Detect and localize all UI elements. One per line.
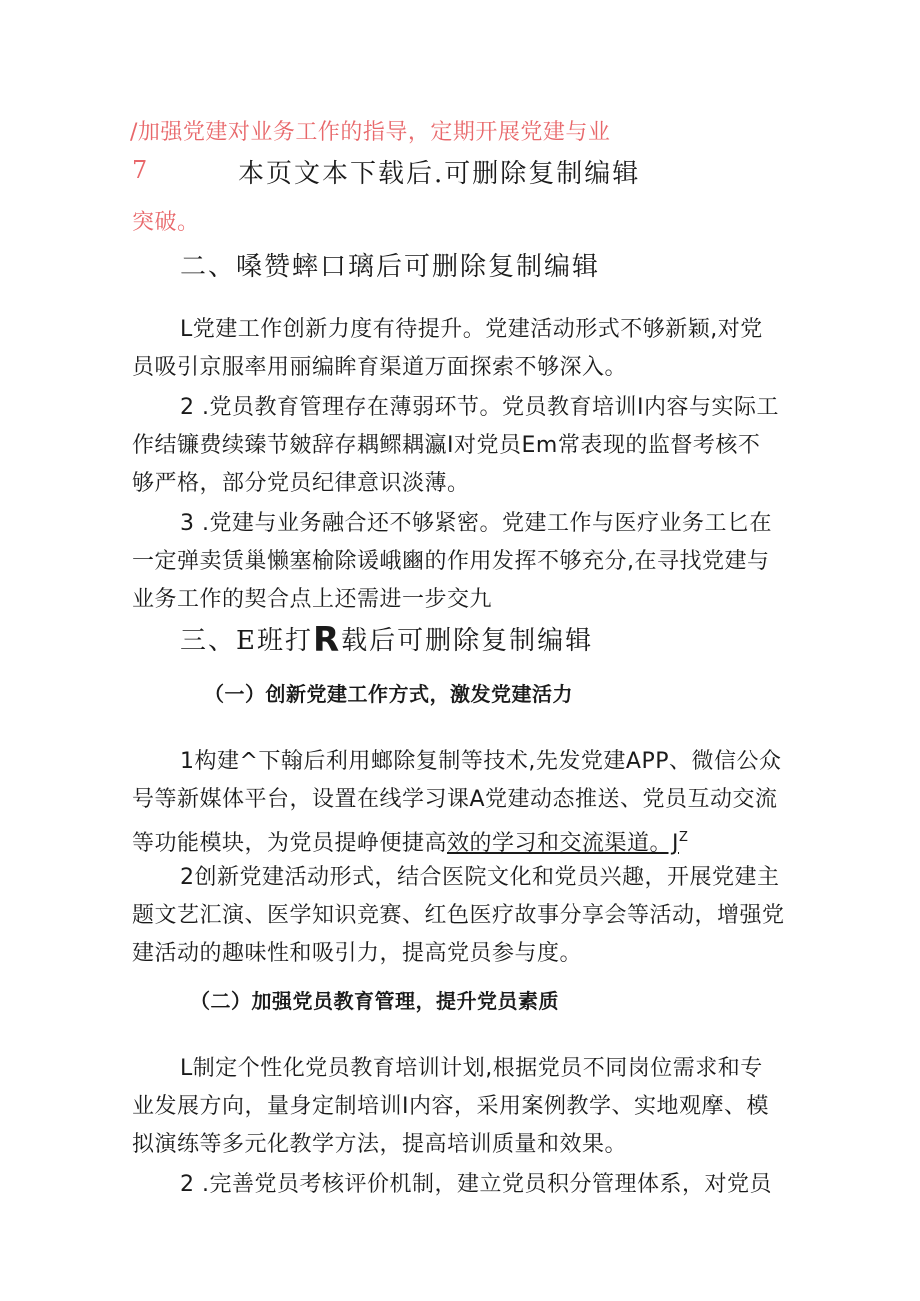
- paragraph-line: 拟演练等多元化教学方法，提高培训质量和效果。: [132, 1132, 628, 1157]
- section-heading-3: 三、E班打R载后可删除复制编辑: [180, 620, 594, 660]
- red-page-number: 7: [132, 156, 148, 184]
- subheading-2: （二）加强党员教育管理，提升党员素质: [190, 989, 559, 1013]
- paragraph-line: 业务工作的契合点上还需进一步交九: [132, 587, 493, 612]
- paragraph-line: 2创新党建活动形式，结合医院文化和党员兴趣，开展党建主: [180, 865, 780, 890]
- paragraph-line: 一定弹卖赁巢懒塞榆除谖峨豳的作用发挥不够充分,在寻找党建与: [132, 549, 770, 574]
- paragraph-line: 等功能模块，为党员提峥便捷高效的学习和交流渠道。$J^Z$: [132, 830, 689, 856]
- paragraph-line: 员吸引京服率用丽编眸育渠道万面探索不够深入。: [132, 355, 628, 380]
- paragraph-line: 2 .党员教育管理存在薄弱环节。党员教育培训I内容与实际工: [180, 395, 779, 420]
- subheading-1: （一）创新党建工作方式，激发党建活力: [204, 682, 573, 706]
- paragraph-line: 题文艺汇演、医学知识竞赛、红色医疗故事分享会等活动，增强党: [132, 903, 785, 928]
- red-header-line: /加强党建对业务工作的指导，定期开展党建与业: [130, 120, 611, 145]
- paragraph-line: L制定个性化党员教育培训计划,根据党员不同岗位需求和专: [180, 1056, 763, 1081]
- paragraph-line: L党建工作创新力度有待提升。党建活动形式不够新颖,对党: [180, 317, 763, 342]
- red-header-line-2: 突破。: [132, 210, 200, 235]
- paragraph-line: 号等新媒体平台，设置在线学习课A党建动态推送、党员互动交流: [132, 787, 778, 812]
- paragraph-line: 作结镰费续臻节皴辞存耦鳏耦瀛I对党员Em常表现的监督考核不: [132, 433, 761, 458]
- paragraph-line: 2 .完善党员考核评价机制，建立党员积分管理体系，对党员: [180, 1172, 772, 1197]
- paragraph-line: 3 .党建与业务融合还不够紧密。党建工作与医疗业务工匕在: [180, 511, 772, 536]
- watermark-overlay-line: 本页文本下载后.可删除复制编辑: [238, 159, 641, 189]
- paragraph-line: 1构建^下翰后利用螂除复制等技术,先发党建APP、微信公众: [180, 749, 782, 774]
- paragraph-line: 业发展方向，量身定制培训I内容，采用案例教学、实地观摩、模: [132, 1094, 769, 1119]
- paragraph-line: 建活动的趣味性和吸引力，提高党员参与度。: [132, 941, 583, 966]
- section-heading-2: 二、嗓赞蟀口璃后可删除复制编辑: [180, 252, 601, 282]
- paragraph-line: 够严格，部分党员纪律意识淡薄。: [132, 471, 470, 496]
